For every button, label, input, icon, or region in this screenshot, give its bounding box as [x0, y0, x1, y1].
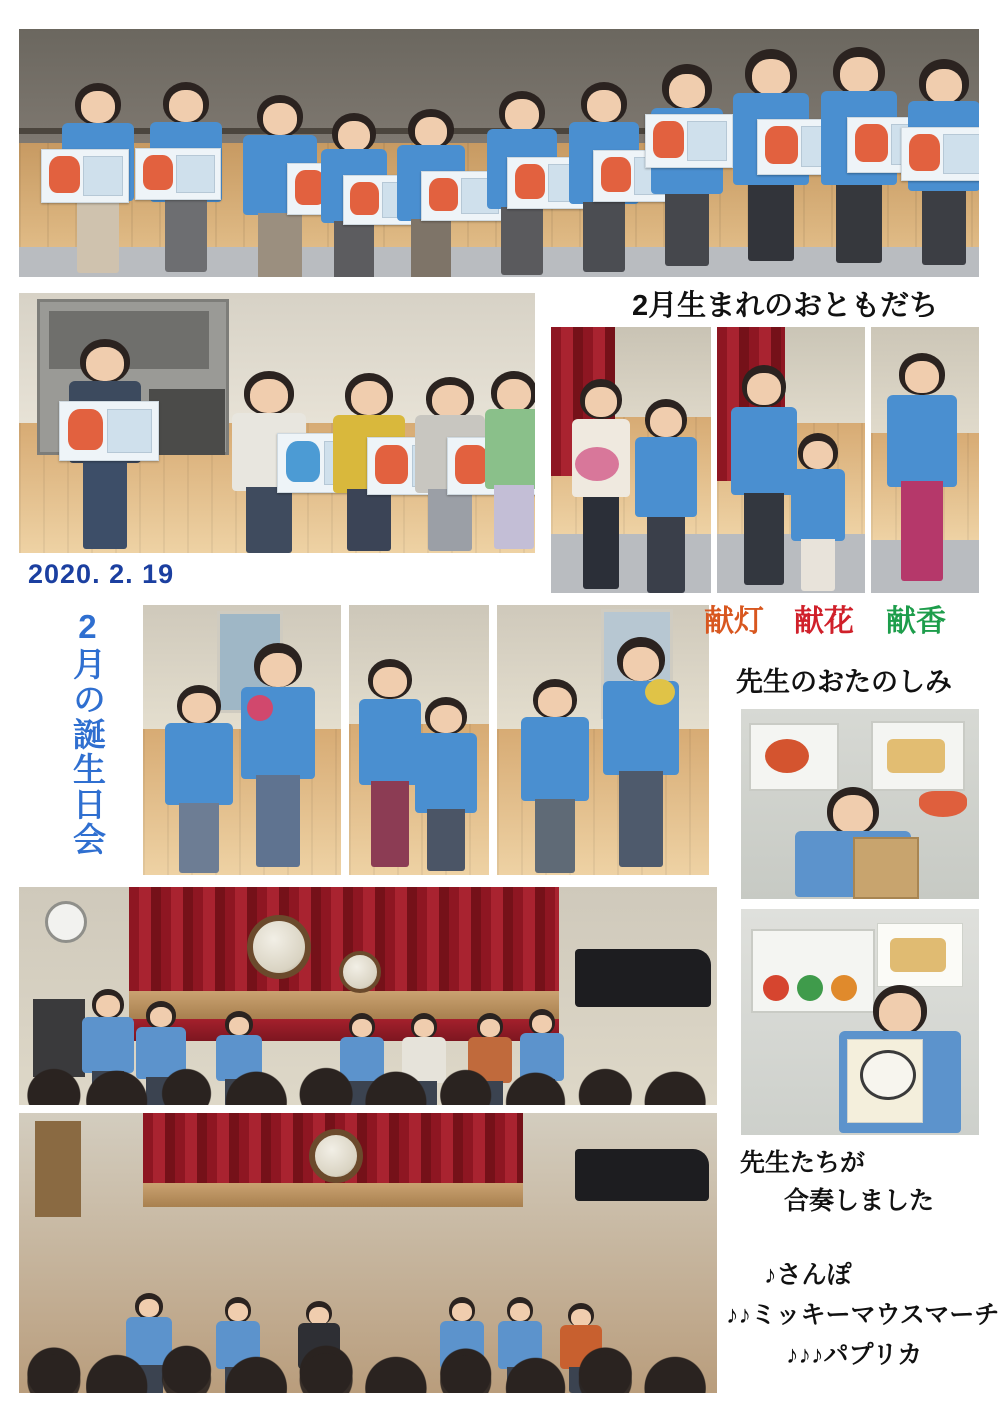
photo-top-row-children-with-cards — [18, 28, 980, 278]
caption-teacher-fun: 先生のおたのしみ — [736, 667, 952, 697]
photo-ceremony-3 — [496, 604, 710, 876]
photo-teacher-show-2 — [740, 908, 980, 1136]
photo-second-row-toddlers-with-cards — [18, 292, 536, 554]
handprint-card — [41, 149, 129, 203]
offering-label-flower: 献花 — [794, 605, 854, 638]
photo-ensemble-stage — [18, 886, 718, 1106]
song-item-1: ♪さんぽ — [764, 1261, 852, 1289]
photo-teacher-show-1 — [740, 708, 980, 900]
photo-offering-lamp — [550, 326, 712, 594]
child-figure — [59, 77, 137, 277]
caption-teachers-ensemble-line2: 合奏しました — [784, 1187, 935, 1215]
wall-clock — [45, 901, 87, 943]
vertical-title: 2月の誕生日会 — [68, 608, 106, 857]
date-label: 2020. 2. 19 — [28, 559, 175, 589]
bass-drum — [247, 915, 311, 979]
caption-teachers-ensemble-line1: 先生たちが — [740, 1149, 866, 1177]
song-item-3: ♪♪♪パプリカ — [786, 1341, 923, 1369]
photo-offering-incense — [870, 326, 980, 594]
photo-ceremony-1 — [142, 604, 342, 876]
grand-piano — [575, 949, 711, 1007]
photo-ceremony-2 — [348, 604, 490, 876]
photo-ensemble-hall — [18, 1112, 718, 1394]
caption-february-friends: 2月生まれのおともだち — [632, 290, 939, 322]
offering-label-incense: 献香 — [886, 605, 946, 638]
song-item-2: ♪♪ミッキーマウスマーチ — [726, 1301, 1000, 1329]
photo-offering-flower — [716, 326, 866, 594]
offering-label-lamp: 献灯 — [704, 605, 764, 638]
